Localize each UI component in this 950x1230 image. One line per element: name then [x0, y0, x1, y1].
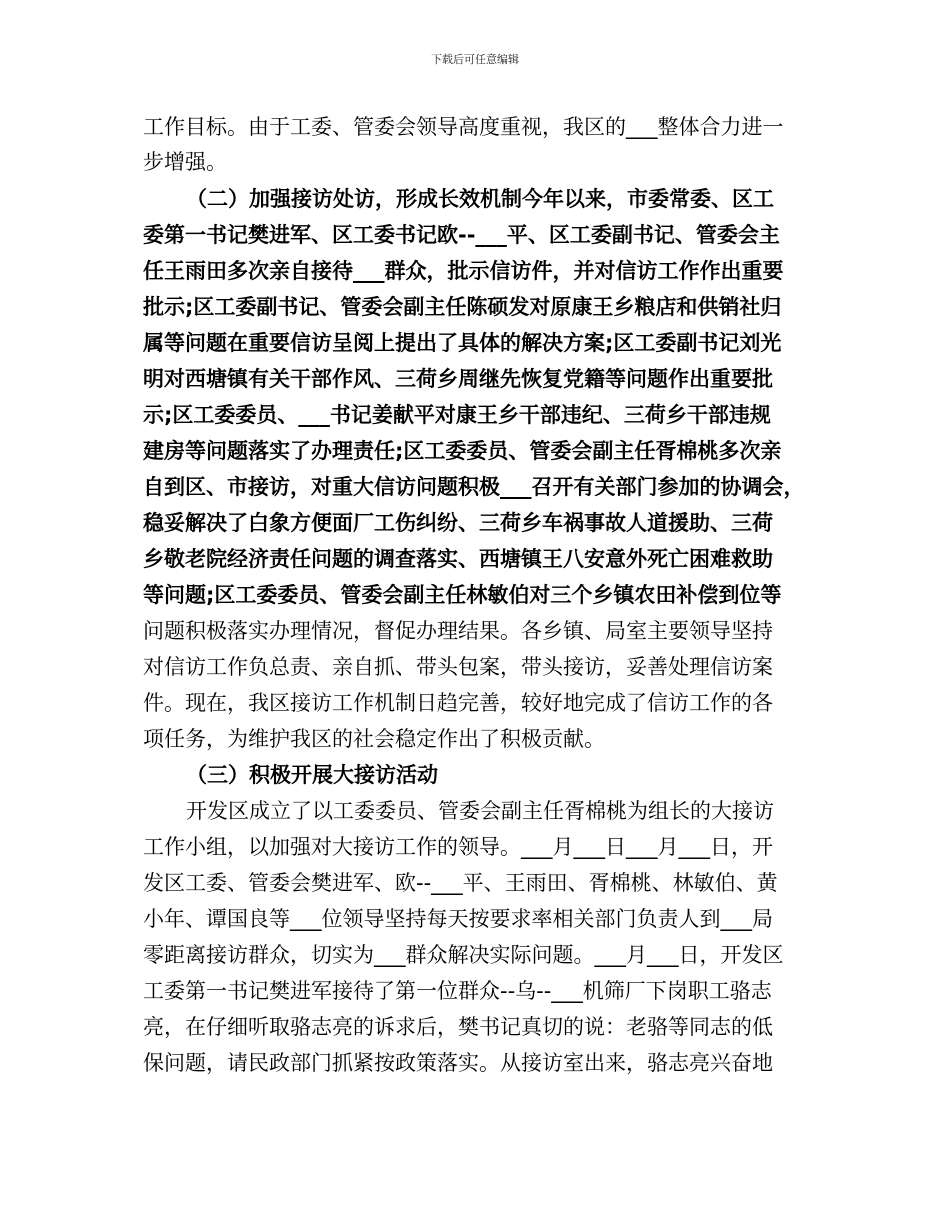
body-line-22: 发区工委、管委会樊进军、欧--___平、王雨田、胥棉桃、林敏伯、黄	[143, 871, 778, 895]
body-line-26: 亮，在仔细听取骆志亮的诉求后，樊书记真切的说：老骆等同志的低	[143, 1015, 773, 1039]
body-line-24: 零距离接访群众，切实为___群众解决实际问题。___月___日，开发区	[143, 943, 784, 967]
body-line-13: 乡敬老院经济责任问题的调查落实、西塘镇王八安意外死亡困难救助	[143, 547, 773, 571]
body-line-6: 批示;区工委副书记、管委会副主任陈硕发对原康王乡粮店和供销社归	[143, 295, 782, 319]
body-line-7: 属等问题在重要信访呈阅上提出了具体的解决方案;区工委副书记刘光	[143, 331, 782, 355]
body-line-27: 保问题，请民政部门抓紧按政策落实。从接访室出来，骆志亮兴奋地	[143, 1051, 773, 1075]
body-line-18: 项任务，为维护我区的社会稳定作出了积极贡献。	[143, 727, 605, 751]
body-line-16: 对信访工作负总责、亲自抓、带头包案，带头接访，妥善处理信访案	[143, 655, 773, 679]
body-line-5: 任王雨田多次亲自接待___群众，批示信访件，并对信访工作作出重要	[143, 259, 784, 283]
body-line-4: 委第一书记樊进军、区工委书记欧--___平、区工委副书记、管委会主	[143, 223, 780, 247]
section-2-heading-line: （二）加强接访处访，形成长效机制今年以来，市委常委、区工	[186, 187, 774, 211]
body-line-12: 稳妥解决了白象方便面厂工伤纠纷、三荷乡车祸事故人道援助、三荷	[143, 511, 773, 535]
body-line-8: 明对西塘镇有关干部作风、三荷乡周继先恢复党籍等问题作出重要批	[143, 367, 773, 391]
page-header: 下载后可任意编辑	[431, 53, 519, 66]
body-line-11: 自到区、市接访，对重大信访问题积极___召开有关部门参加的协调会，	[143, 475, 805, 499]
body-line-2: 步增强。	[143, 150, 227, 174]
body-line-10: 建房等问题落实了办理责任;区工委委员、管委会副主任胥棉桃多次亲	[143, 439, 782, 463]
body-line-15: 问题积极落实办理情况，督促办理结果。各乡镇、局室主要领导坚持	[143, 619, 773, 643]
body-line-17: 件。现在，我区接访工作机制日趋完善，较好地完成了信访工作的各	[143, 691, 773, 715]
body-line-1: 工作目标。由于工委、管委会领导高度重视，我区的___整体合力进一	[143, 115, 784, 139]
body-line-14: 等问题;区工委委员、管委会副主任林敏伯对三个乡镇农田补偿到位等	[143, 583, 782, 607]
body-line-21: 工作小组，以加强对大接访工作的领导。___月___日___月___日，开	[143, 835, 773, 859]
body-line-25: 工委第一书记樊进军接待了第一位群众--乌--___机筛厂下岗职工骆志	[143, 979, 772, 1003]
body-line-23: 小年、谭国良等___位领导坚持每天按要求率相关部门负责人到___局	[143, 907, 773, 931]
body-line-9: 示;区工委委员、___书记姜献平对康王乡干部违纪、三荷乡干部违规	[143, 403, 771, 427]
section-3-heading: （三）积极开展大接访活动	[186, 763, 438, 787]
body-line-20: 开发区成立了以工委委员、管委会副主任胥棉桃为组长的大接访	[186, 799, 774, 823]
